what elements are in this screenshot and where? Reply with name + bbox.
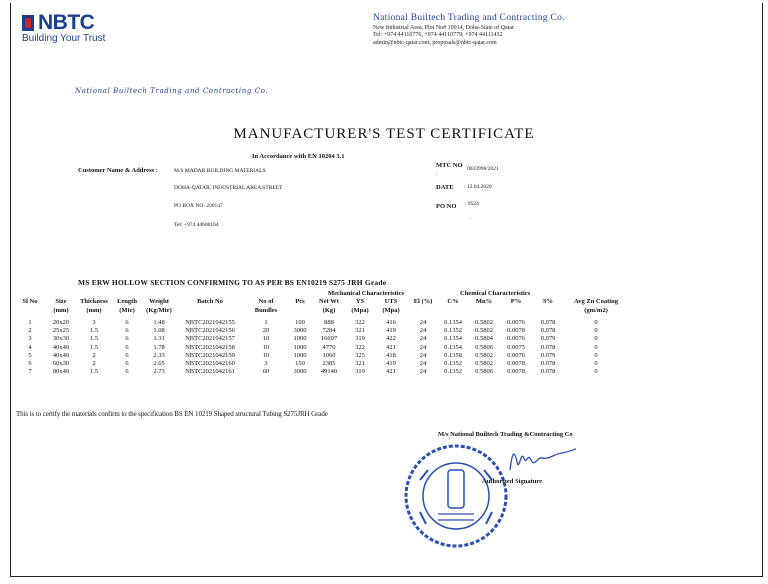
document-title: MANUFACTURER'S TEST CERTIFICATE	[233, 126, 535, 142]
table-cell: 6	[125, 351, 129, 359]
table-cell: 0.1358	[444, 351, 462, 359]
customer-po-box: PO BOX NO: 200147	[174, 203, 223, 209]
table-cell: 2	[92, 351, 96, 359]
column-header-text: Size	[55, 298, 67, 305]
table-cell: 0	[594, 327, 598, 335]
customer-name: M/S MADAR BUILDING MATERIALS	[174, 168, 266, 174]
table-cell: 0.078	[540, 343, 556, 351]
table-cell: 0.1354	[444, 343, 462, 351]
column-header	[288, 297, 312, 319]
table-cell: 4	[28, 343, 32, 351]
date-value: : 12.04.2020	[464, 184, 492, 190]
table-cell: 7	[28, 368, 32, 376]
table-cell: 1.5	[89, 335, 99, 343]
table-cell: 2	[92, 360, 96, 368]
table-cell: 3000	[293, 327, 307, 335]
column-header-text: Pcs	[295, 298, 305, 305]
table-row	[14, 344, 628, 352]
table-cell: 0.078	[540, 360, 556, 368]
table-cell: 1.5	[89, 327, 99, 335]
authorized-signature-label: Authorized Signature	[482, 478, 543, 485]
table-cell: 0	[594, 319, 598, 326]
table-cell: 10	[262, 335, 270, 343]
table-cell: 4770	[322, 343, 336, 351]
table-cell: NBTC2021042155	[185, 319, 235, 326]
table-cell: 0.0078	[507, 360, 525, 368]
table-row	[14, 335, 628, 343]
table-cell: 100	[295, 319, 305, 326]
column-header	[438, 297, 468, 319]
table-cell: 1.5	[89, 368, 99, 376]
table-row	[14, 327, 628, 335]
table-cell: 322	[355, 343, 365, 351]
document-subtitle: In Accordance with EN 10204 3.1	[252, 153, 345, 160]
column-header-text: P%	[510, 298, 522, 305]
logo-tagline: Building Your Trust	[22, 33, 106, 44]
table-row	[14, 319, 628, 327]
table-cell: 0.1354	[444, 335, 462, 343]
table-cell: 40x40	[52, 343, 70, 351]
table-cell: 325	[355, 351, 365, 359]
column-header-text: Thickness	[80, 298, 108, 305]
table-cell: 3	[28, 335, 32, 343]
column-header-text: (gm/m2)	[584, 307, 608, 314]
table-cell: 5	[28, 351, 32, 359]
table-cell: 0.5802	[475, 327, 493, 335]
table-cell: 6	[125, 319, 129, 326]
table-header-row	[14, 297, 628, 319]
column-header-text: Avg Zn Coating	[574, 298, 618, 305]
column-header	[374, 297, 408, 319]
signoff-company: M/s National Builtech Trading &Contracting Co	[438, 431, 573, 438]
customer-address: DOHA-QATAR, INDUSTRIAL AREA STREET	[174, 185, 283, 191]
table-cell: 319	[355, 335, 365, 343]
customer-tel: Tel: +974 44600164	[174, 222, 219, 228]
table-cell: 3000	[293, 368, 307, 376]
table-cell: 24	[419, 327, 427, 335]
column-header-text: El (%)	[413, 298, 433, 305]
table-cell: 0.5806	[475, 343, 493, 351]
script-company-name: National Builtech Trading and Contracting Co.	[75, 87, 269, 95]
stray-mark: `	[469, 218, 471, 224]
table-cell: 16697	[320, 335, 338, 343]
table-cell: 0	[594, 368, 598, 376]
company-phone-line: Tel: +974 44110776, +974 44110779, +974 44111432	[373, 32, 503, 38]
column-header	[176, 297, 244, 319]
column-header	[408, 297, 438, 319]
table-row	[14, 368, 628, 376]
column-header-text: (Kg/Mtr)	[146, 307, 172, 314]
po-label: PO NO	[436, 203, 457, 210]
table-cell: NBTC2021042159	[185, 351, 235, 359]
table-cell: 0.079	[540, 351, 556, 359]
column-header-text: No of	[258, 298, 274, 305]
table-cell: 1000	[293, 351, 307, 359]
column-header	[112, 297, 142, 319]
table-cell: 0.1352	[444, 327, 462, 335]
mtc-value: 0033998/2021	[467, 166, 499, 172]
column-header-text: Mn%	[475, 298, 493, 305]
table-cell: 10	[262, 351, 270, 359]
table-cell: 0	[594, 335, 598, 343]
chemical-group-header: Chemical Characteristics	[460, 290, 531, 297]
column-header-text: Net Wt	[319, 298, 339, 305]
table-cell: 0.5806	[475, 368, 493, 376]
table-cell: 10	[262, 343, 270, 351]
table-cell: 6	[125, 360, 129, 368]
table-cell: 1000	[293, 335, 307, 343]
table-cell: 30x30	[52, 335, 70, 343]
section-title: MS ERW HOLLOW SECTION CONFIRMING TO AS PER BS EN10219 S275 JRH Grade	[78, 278, 387, 287]
table-cell: 419	[386, 360, 396, 368]
table-cell: 40x40	[52, 351, 70, 359]
table-cell: 24	[419, 368, 427, 376]
table-cell: 888	[324, 319, 334, 326]
table-cell: 0.0075	[507, 343, 525, 351]
company-email-line: admin@nbtc-qatar.com, proposals@nbtc-qatar.com	[373, 40, 497, 46]
table-cell: 322	[355, 319, 365, 326]
column-header-text: (mm)	[53, 307, 69, 314]
table-cell: 321	[355, 360, 365, 368]
table-cell: 0.0078	[507, 368, 525, 376]
table-cell: 421	[386, 343, 396, 351]
column-header	[46, 297, 76, 319]
table-cell: 319	[355, 368, 365, 376]
column-header-text: Bundles	[254, 307, 278, 314]
table-cell: 24	[419, 351, 427, 359]
table-cell: 0.5804	[475, 335, 493, 343]
table-cell: 0.5802	[475, 351, 493, 359]
mechanical-group-header: Mechanical Characteristics	[328, 290, 404, 297]
column-header	[468, 297, 500, 319]
table-cell: 1060	[322, 351, 336, 359]
column-header-text: Sl No	[22, 298, 38, 305]
table-cell: 0.079	[540, 335, 556, 343]
table-cell: 0	[594, 351, 598, 359]
table-cell: 0	[594, 360, 598, 368]
column-header-text: S%	[542, 298, 554, 305]
table-cell: 419	[386, 327, 396, 335]
table-cell: 0.5802	[475, 360, 493, 368]
table-cell: 6	[125, 327, 129, 335]
table-cell: 0.1352	[444, 368, 462, 376]
table-cell: 1.31	[153, 335, 165, 343]
column-header-text: (Kg)	[322, 307, 336, 314]
table-cell: 80x40	[52, 368, 70, 376]
table-cell: 24	[419, 319, 427, 326]
company-stamp	[400, 440, 512, 552]
logo-text: NBTC	[38, 11, 95, 34]
column-header	[500, 297, 532, 319]
table-cell: 20	[262, 327, 270, 335]
table-cell: 321	[355, 327, 365, 335]
table-cell: 2385	[322, 360, 336, 368]
table-cell: 24	[419, 360, 427, 368]
column-header-text: Length	[117, 298, 137, 305]
table-cell: 0.078	[540, 327, 556, 335]
table-cell: 1	[264, 319, 268, 326]
table-cell: 0.0076	[507, 335, 525, 343]
mtc-label: MTC NO	[436, 162, 463, 169]
table-cell: 1.5	[89, 343, 99, 351]
table-row	[14, 360, 628, 368]
table-cell: 0.5802	[475, 319, 493, 326]
logo-mark-icon	[22, 15, 34, 31]
table-cell: NBTC2021042160	[185, 360, 235, 368]
column-header	[142, 297, 176, 319]
table-cell: 1	[28, 319, 32, 326]
column-header	[14, 297, 46, 319]
certification-statement: This is to certify the materials confirm to the specification BS EN 10219 Shaped structural Tubing S275JRH Grade	[16, 410, 328, 418]
column-header-text: C%	[447, 298, 459, 305]
company-name: National Builtech Trading and Contracting Co.	[373, 13, 565, 23]
table-cell: NBTC2021042156	[185, 327, 235, 335]
table-cell: 49140	[320, 368, 338, 376]
table-cell: 20x20	[52, 319, 70, 326]
table-cell: 0	[594, 343, 598, 351]
table-body	[14, 319, 628, 376]
table-cell: 3	[92, 319, 96, 326]
table-cell: 6	[125, 343, 129, 351]
table-cell: NBTC2021042157	[185, 335, 235, 343]
table-cell: 0.1354	[444, 319, 462, 326]
column-header	[312, 297, 346, 319]
table-cell: 2.65	[153, 360, 165, 368]
handwritten-signature	[508, 444, 578, 474]
column-header	[244, 297, 288, 319]
table-cell: 0.0076	[507, 351, 525, 359]
table-cell: 2.73	[153, 368, 165, 376]
table-cell: 25x25	[52, 327, 70, 335]
column-header-text: Batch No	[197, 298, 223, 305]
column-header-text: (Mtr)	[119, 307, 135, 314]
table-cell: 0.078	[540, 368, 556, 376]
table-cell: 7284	[322, 327, 336, 335]
po-value: : 9524	[465, 201, 479, 207]
table-cell: 0.078	[540, 319, 556, 326]
table-cell: NBTC2021042158	[185, 343, 235, 351]
table-cell: 150	[295, 360, 305, 368]
column-header-text: (Mpa)	[351, 307, 369, 314]
table-cell: 1.78	[153, 343, 165, 351]
column-header-text: UTS	[384, 298, 398, 305]
column-header-text: Weight	[149, 298, 169, 305]
table-cell: 418	[386, 351, 396, 359]
table-cell: 24	[419, 343, 427, 351]
table-row	[14, 352, 628, 360]
table-cell: 1000	[293, 343, 307, 351]
column-header	[532, 297, 564, 319]
customer-label: Customer Name & Address :	[78, 167, 158, 174]
table-cell: 60x30	[52, 360, 70, 368]
column-header-text: YS	[355, 298, 365, 305]
table-cell: 1.48	[153, 319, 165, 326]
table-cell: 2	[28, 327, 32, 335]
nbtc-logo	[22, 12, 94, 34]
table-cell: 6	[125, 335, 129, 343]
table-cell: 6	[125, 368, 129, 376]
column-header	[564, 297, 628, 319]
date-label: DATE	[436, 184, 454, 191]
table-cell: 60	[262, 368, 270, 376]
table-cell: 1.08	[153, 327, 165, 335]
table-cell: 416	[386, 319, 396, 326]
column-header	[76, 297, 112, 319]
table-cell: 2.33	[153, 351, 165, 359]
column-header	[346, 297, 374, 319]
table-cell: 0.0078	[507, 327, 525, 335]
table-cell: NBTC2021042161	[185, 368, 235, 376]
table-cell: 6	[28, 360, 32, 368]
test-results-table	[14, 297, 628, 376]
column-header-text: (mm)	[86, 307, 102, 314]
column-header-text: (Mpa)	[382, 307, 400, 314]
table-cell: 422	[386, 335, 396, 343]
table-cell: 0.0076	[507, 319, 525, 326]
table-cell: 24	[419, 335, 427, 343]
mtc-colon: :	[436, 171, 438, 177]
table-cell: 3	[264, 360, 268, 368]
company-address-line: New Industrial Area, Plot No# 10014, Doha-State of Qatar	[373, 25, 514, 31]
table-cell: 421	[386, 368, 396, 376]
table-cell: 0.1352	[444, 360, 462, 368]
